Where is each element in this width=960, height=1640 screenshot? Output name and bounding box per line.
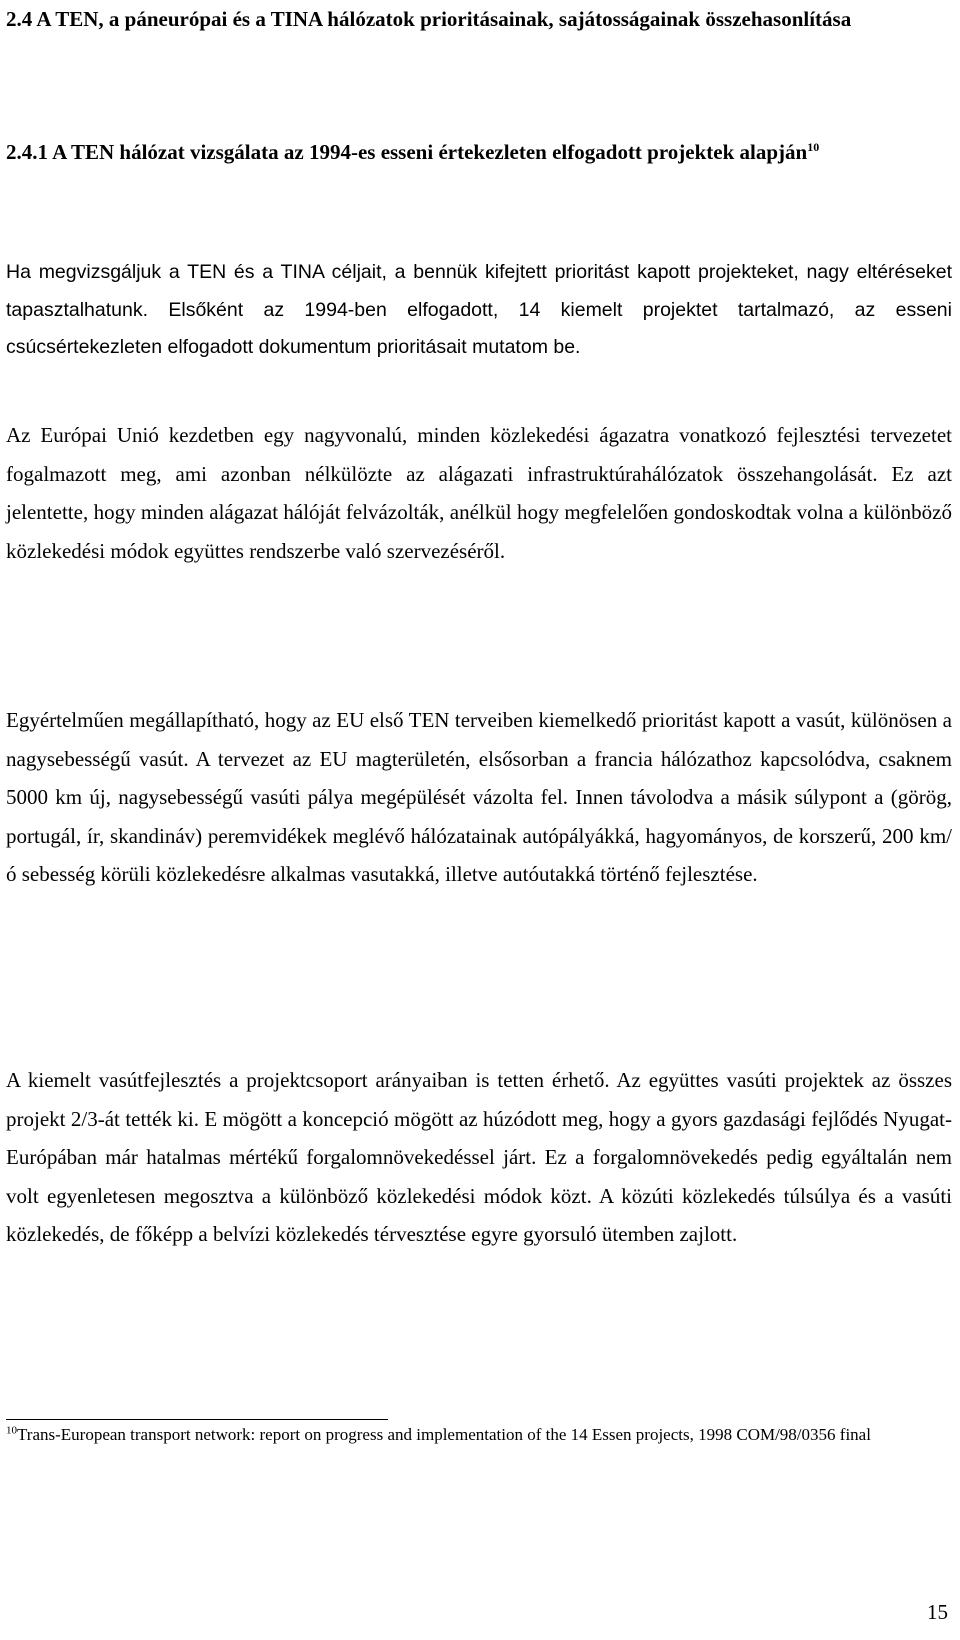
page-number: 15 [927,1600,948,1624]
paragraph-intro: Ha megvizsgáljuk a TEN és a TINA céljait, a bennük kifejtett prioritást kapott projekteket, nagy eltéréseket tapasztalhatunk. Elsőként az 1994-ben elfogadott, 14 kiemelt projektet tartalmazó, az esseni csúcsértekezleten elfogadott dokumentum prioritásait mutatom be. [6,261,952,358]
paragraph-eu-plan: Az Európai Unió kezdetben egy nagyvonalú, minden közlekedési ágazatra vonatkozó fejlesztési tervezetet fogalmazott meg, ami azonban nélkülözte az alágazati infrastruktúrahálózatok összehangolását. Ez azt jelentette, hogy minden alágazat hálóját felvázolták, anélkül hogy megfelelően gondoskodtak volna a különböző közlekedési módok együttes rendszerbe való szervezéséről. [6,423,952,563]
section-heading: 2.4 A TEN, a páneurópai és a TINA hálózatok prioritásainak, sajátosságainak összehasonlítása [6,7,852,31]
footnote-marker: 10 [6,1424,17,1437]
paragraph-rail-development: A kiemelt vasútfejlesztés a projektcsoport arányaiban is tetten érhető. Az együttes vasúti projektek az összes projekt 2/3-át tették ki. E mögött a koncepció mögött az húzódott meg, hogy a gyors gazdasági fejlődés Nyugat-Európában már hatalmas mértékű forgalomnövekedéssel járt. Ez a forgalomnövekedés pedig egyáltalán nem volt egyenletesen megosztva a különböző közlekedési módok közt. A közúti közlekedés túlsúlya és a vasúti közlekedés, de főképp a belvízi közlekedés térvesztése egyre gyorsuló ütemben zajlott. [6,1068,952,1246]
subsection-heading-text: 2.4.1 A TEN hálózat vizsgálata az 1994-es esseni értekezleten elfogadott projektek alapján [6,140,808,164]
footnote-reference: 10 [807,140,820,154]
footnote [6,1423,952,1447]
paragraph-rail-priority: Egyértelműen megállapítható, hogy az EU első TEN terveiben kiemelkedő prioritást kapott a vasút, különösen a nagysebességű vasút. A tervezet az EU magterületén, elsősorban a francia hálózathoz kapcsolódva, csaknem 5000 km új, nagysebességű vasúti pálya megépülését vázolta fel. Innen távolodva a másik súlypont a (görög, portugál, ír, skandináv) peremvidékek meglévő hálózatainak autópályákká, hagyományos, de korszerű, 200 km/ó sebesség körüli közlekedésre alkalmas vasutakká, illetve autóutakká történő fejlesztése. [6,708,952,886]
footnote-divider [6,1419,388,1420]
subsection-heading [6,133,952,171]
footnote-text: Trans-European transport network: report on progress and implementation of the 14 Essen projects, 1998 COM/98/0356 final [17,1425,871,1444]
